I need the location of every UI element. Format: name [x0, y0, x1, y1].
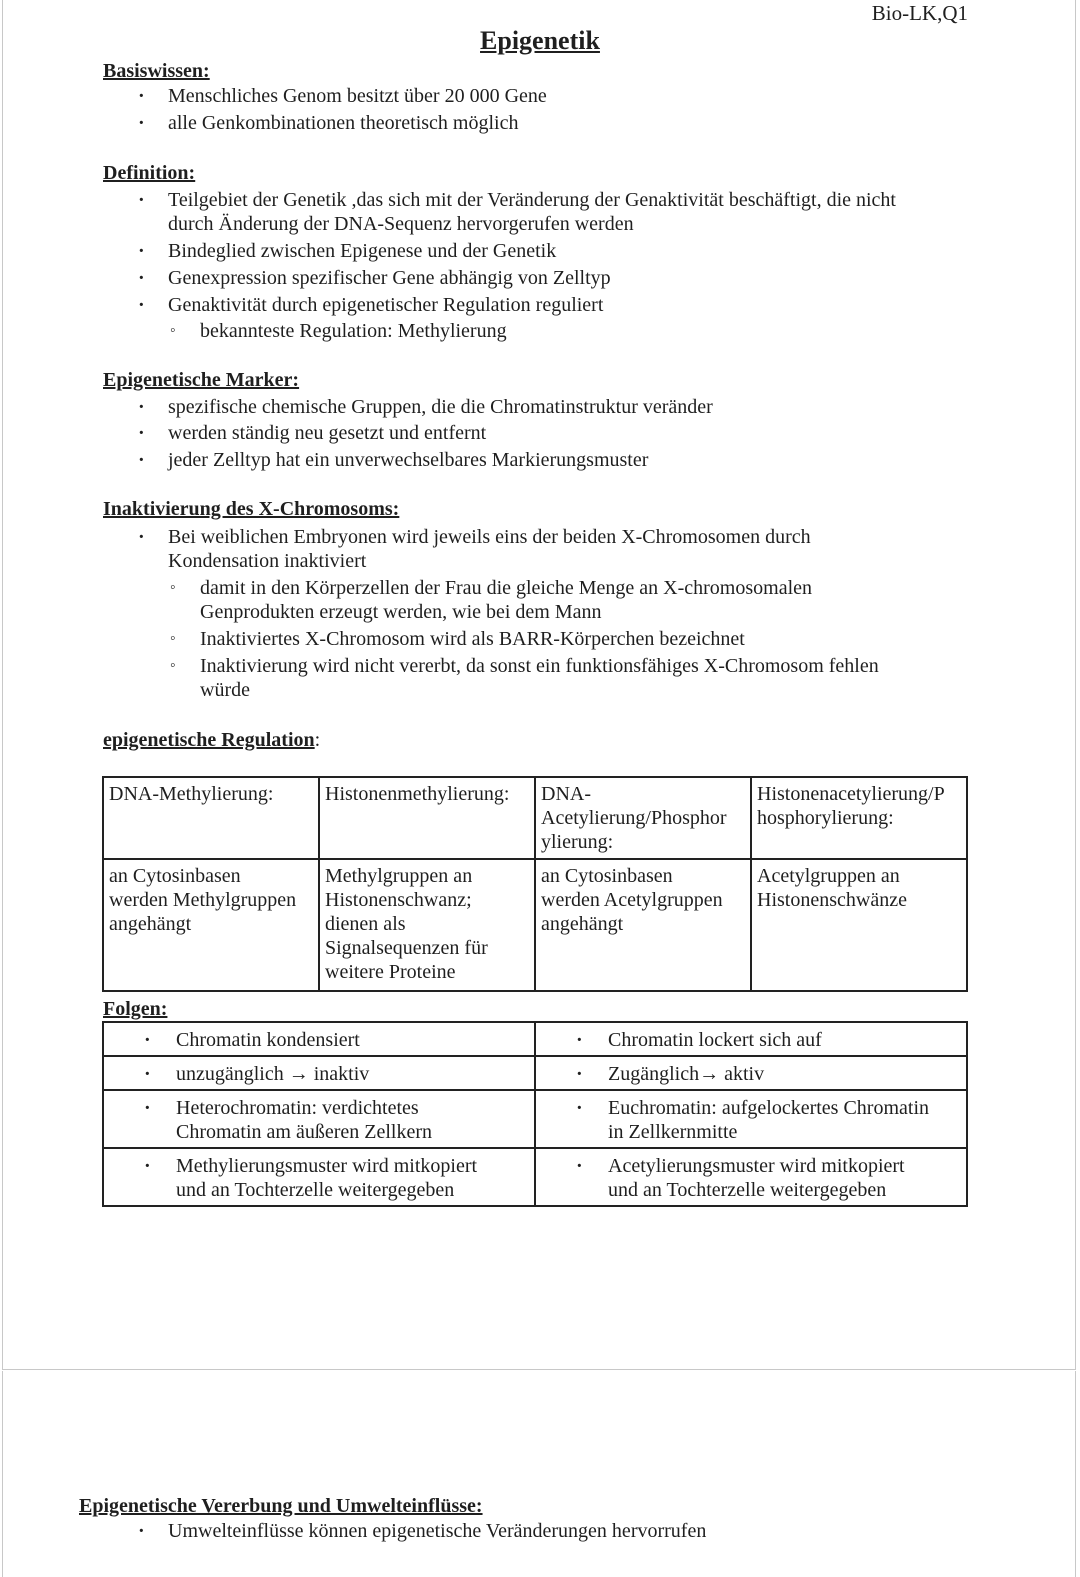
- cell-line: ylierung:: [541, 831, 614, 853]
- cell-line: Acetylierungsmuster wird mitkopiert: [608, 1155, 905, 1177]
- table-cell: [535, 859, 751, 991]
- table-header-cell: [319, 777, 535, 859]
- cell-line: werden Acetylgruppen: [541, 889, 723, 911]
- course-label: Bio-LK,Q1: [871, 1, 968, 25]
- list-item: · Menschliches Genom besitzt über 20 000 Gene: [102, 84, 1002, 108]
- cell-line: Euchromatin: aufgelockertes Chromatin: [608, 1097, 930, 1119]
- table-cell: [535, 1056, 967, 1090]
- table-row: [103, 777, 967, 859]
- list-item: · spezifische chemische Gruppen, die die Chromatinstruktur veränder: [102, 395, 1002, 419]
- cell-line: an Cytosinbasen: [541, 865, 673, 887]
- sub-list-item-line: würde: [200, 679, 250, 701]
- list-item: [102, 525, 1022, 573]
- table-header-cell: [103, 777, 319, 859]
- cell-line: hosphorylierung:: [757, 807, 894, 829]
- cell-line: dienen als: [325, 913, 406, 935]
- table-row: [103, 1056, 967, 1090]
- table-row: [103, 1148, 967, 1206]
- table-row: [103, 1022, 967, 1056]
- table-cell: [103, 1056, 535, 1090]
- table-cell: [535, 1022, 967, 1056]
- list-item-line: durch Änderung der DNA-Sequenz hervorgerufen werden: [168, 213, 634, 235]
- cell-line: Chromatin kondensiert: [176, 1029, 360, 1051]
- cell-line: Methylgruppen an: [325, 865, 473, 887]
- sub-list-item: ◦ Inaktiviertes X-Chromosom wird als BARR-Körperchen bezeichnet: [102, 627, 1022, 651]
- definition-list: [102, 188, 1022, 343]
- cell-line: Heterochromatin: verdichtetes: [176, 1097, 419, 1119]
- x-inaktivierung-list: [102, 525, 1022, 702]
- table-row: [103, 859, 967, 991]
- table-row: [103, 1090, 967, 1148]
- cell-line: weitere Proteine: [325, 961, 456, 983]
- cell-line: Acetylierung/Phosphor: [541, 807, 727, 829]
- cell-line: DNA-: [541, 783, 591, 805]
- regulation-heading-wrap: [103, 728, 320, 752]
- list-item: · Bindeglied zwischen Epigenese und der Genetik: [102, 239, 1022, 263]
- cell-line: Histonenschwanz;: [325, 889, 472, 911]
- cell-line: Histonenschwänze: [757, 889, 907, 911]
- cell-line: unzugänglich → inaktiv: [176, 1063, 370, 1085]
- page-2-frame: [2, 1371, 1076, 1577]
- regulation-heading-colon: :: [314, 729, 321, 751]
- regulation-table: [102, 776, 968, 992]
- folgen-table: [102, 1021, 968, 1207]
- table-cell: [103, 859, 319, 991]
- cell-line: an Cytosinbasen: [109, 865, 241, 887]
- sub-list-item: [102, 576, 1022, 624]
- definition-heading: Definition:: [103, 162, 196, 184]
- cell-line: und an Tochterzelle weitergegeben: [608, 1179, 887, 1201]
- cell-line: angehängt: [541, 913, 624, 935]
- list-item: · Genaktivität durch epigenetischer Regulation reguliert: [102, 293, 1022, 317]
- regulation-heading: epigenetische Regulation: [103, 729, 315, 751]
- table-cell: [535, 1090, 967, 1148]
- table-cell: [103, 1090, 535, 1148]
- table-header-cell: [751, 777, 967, 859]
- list-item: · werden ständig neu gesetzt und entfernt: [102, 421, 1002, 445]
- table-cell: [319, 859, 535, 991]
- cell-line: Zugänglich→ aktiv: [608, 1063, 765, 1085]
- vererbung-list: [102, 1519, 1002, 1543]
- list-item-line: Kondensation inaktiviert: [168, 550, 367, 572]
- list-item: · Umwelteinflüsse können epigenetische Veränderungen hervorrufen: [102, 1519, 1002, 1543]
- table-cell: [535, 1148, 967, 1206]
- cell-line: Chromatin lockert sich auf: [608, 1029, 822, 1051]
- list-item: · Genexpression spezifischer Gene abhängig von Zelltyp: [102, 266, 1022, 290]
- table-cell: [751, 859, 967, 991]
- cell-line: und an Tochterzelle weitergegeben: [176, 1179, 455, 1201]
- folgen-heading: Folgen:: [103, 998, 168, 1020]
- sub-list-item-line: Genprodukten erzeugt werden, wie bei dem Mann: [200, 601, 602, 623]
- cell-line: Histonenacetylierung/P: [757, 783, 945, 805]
- marker-heading: Epigenetische Marker:: [103, 369, 300, 391]
- sub-list-item: [102, 654, 1022, 702]
- table-cell: [103, 1022, 535, 1056]
- list-item: [102, 188, 1022, 236]
- page-title: Epigenetik: [480, 26, 600, 55]
- cell-line: Chromatin am äußeren Zellkern: [176, 1121, 433, 1143]
- table-cell: [103, 1148, 535, 1206]
- x-inaktivierung-heading: Inaktivierung des X-Chromosoms:: [103, 498, 400, 520]
- marker-list: [102, 395, 1002, 472]
- cell-line: werden Methylgruppen: [109, 889, 297, 911]
- sub-list-item-line: damit in den Körperzellen der Frau die gleiche Menge an X-chromosomalen: [200, 577, 813, 599]
- basiswissen-list: [102, 84, 1002, 135]
- cell-line: Methylierungsmuster wird mitkopiert: [176, 1155, 478, 1177]
- cell-line: Signalsequenzen für: [325, 937, 488, 959]
- table-header-cell: [535, 777, 751, 859]
- cell-line: angehängt: [109, 913, 192, 935]
- list-item: · jeder Zelltyp hat ein unverwechselbares Markierungsmuster: [102, 448, 1002, 472]
- vererbung-heading: Epigenetische Vererbung und Umwelteinflüsse:: [79, 1495, 483, 1517]
- basiswissen-heading: Basiswissen:: [103, 60, 210, 82]
- cell-line: in Zellkernmitte: [608, 1121, 738, 1143]
- list-item-line: Bei weiblichen Embryonen wird jeweils eins der beiden X-Chromosomen durch: [168, 526, 811, 548]
- cell-line: Histonenmethylierung:: [325, 783, 510, 805]
- sub-list-item: ◦ bekannteste Regulation: Methylierung: [102, 319, 1022, 343]
- list-item: · alle Genkombinationen theoretisch möglich: [102, 111, 1002, 135]
- list-item-line: Teilgebiet der Genetik ,das sich mit der Veränderung der Genaktivität beschäftigt, die nicht: [168, 189, 896, 211]
- cell-line: DNA-Methylierung:: [109, 783, 274, 805]
- sub-list-item-line: Inaktivierung wird nicht vererbt, da sonst ein funktionsfähiges X-Chromosom fehlen: [200, 655, 879, 677]
- cell-line: Acetylgruppen an: [757, 865, 900, 887]
